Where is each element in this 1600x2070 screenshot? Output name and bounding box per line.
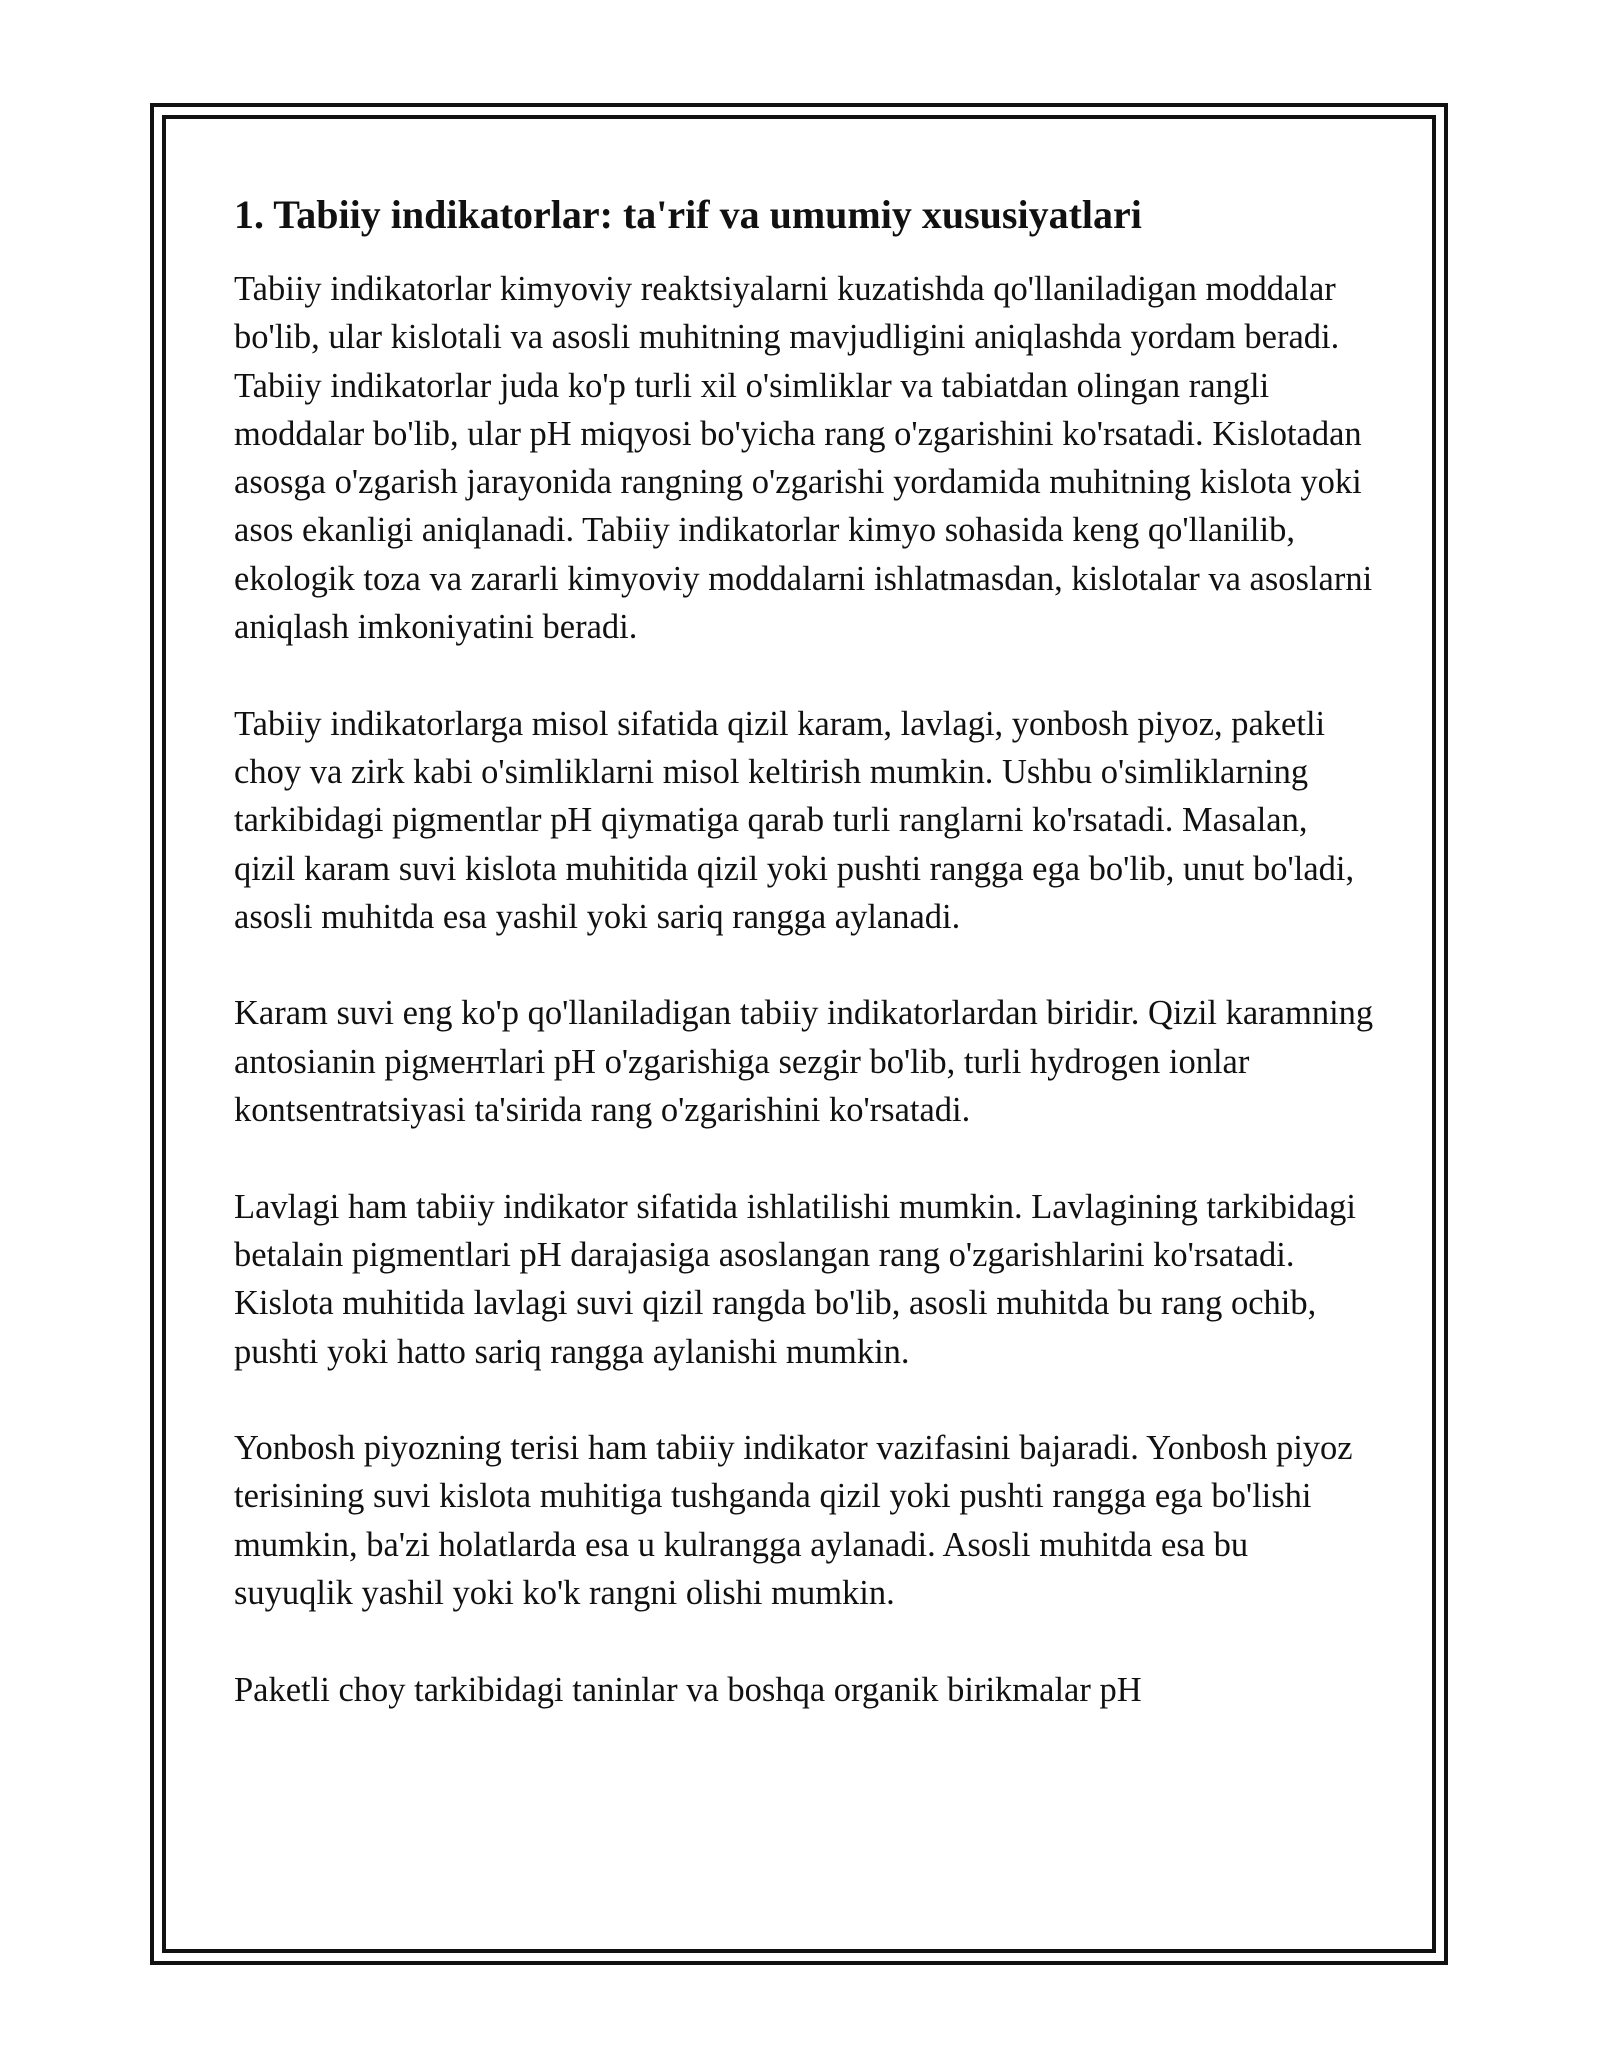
paragraph-cabbage: Karam suvi eng ko'p qo'llaniladigan tabiiy indikatorlardan biridir. Qizil karamning antosianin pigментlari pH o'zgarishiga sezgir bo'lib, turli hydrogen ionlar kontsentratsiyasi ta'sirida rang o'zgarishini ko'rsatadi.	[234, 994, 1374, 1130]
paragraph-definition: Tabiiy indikatorlar kimyoviy reaktsiyalarni kuzatishda qo'llaniladigan moddalar bo'lib, ular kislotali va asosli muhitning mavjudligini aniqlashda yordam beradi. Tabiiy indikatorlar juda ko'p turli xil o'simliklar va tabiatdan olingan rangli moddalar bo'lib, ular pH miqyosi bo'yicha rang o'zgarishini ko'rsatadi. Kislotadan asosga o'zgarish jarayonida rangning o'zgarishi yordamida muhitning kislota yoki asos ekanligi aniqlanadi. Tabiiy indikatorlar kimyo sohasida keng qo'llanilib, ekologik toza va zararli kimyoviy moddalarni ishlatmasdan, kislotalar va asoslarni aniqlash imkoniyatini beradi.	[234, 270, 1373, 647]
document-body	[234, 183, 1374, 1762]
section-heading: 1. Tabiiy indikatorlar: ta'rif va umumiy xususiyatlari	[234, 192, 1142, 237]
paragraph-onion: Yonbosh piyozning terisi ham tabiiy indikator vazifasini bajaradi. Yonbosh piyoz terisining suvi kislota muhitiga tushganda qizil yoki pushti rangga ega bo'lishi mumkin, ba'zi holatlarda esa u kulrangga aylanadi. Asosli muhitda esa bu suyuqlik yashil yoki ko'k rangni olishi mumkin.	[234, 1429, 1353, 1613]
paragraph-beet: Lavlagi ham tabiiy indikator sifatida ishlatilishi mumkin. Lavlagining tarkibidagi betalain pigmentlari pH darajasiga asoslangan rang o'zgarishlarini ko'rsatadi. Kislota muhitida lavlagi suvi qizil rangda bo'lib, asosli muhitda bu rang ochib, pushti yoki hatto sariq rangga aylanishi mumkin.	[234, 1187, 1356, 1371]
paragraph-tea: Paketli choy tarkibidagi taninlar va boshqa organik birikmalar pH	[234, 1670, 1142, 1709]
paragraph-examples: Tabiiy indikatorlarga misol sifatida qizil karam, lavlagi, yonbosh piyoz, paketli choy va zirk kabi o'simliklarni misol keltirish mumkin. Ushbu o'simliklarning tarkibidagi pigmentlar pH qiymatiga qarab turli ranglarni ko'rsatadi. Masalan, qizil karam suvi kislota muhitida qizil yoki pushti rangga ega bo'lib, unut bo'ladi, asosli muhitda esa yashil yoki sariq rangga aylanadi.	[234, 704, 1355, 936]
